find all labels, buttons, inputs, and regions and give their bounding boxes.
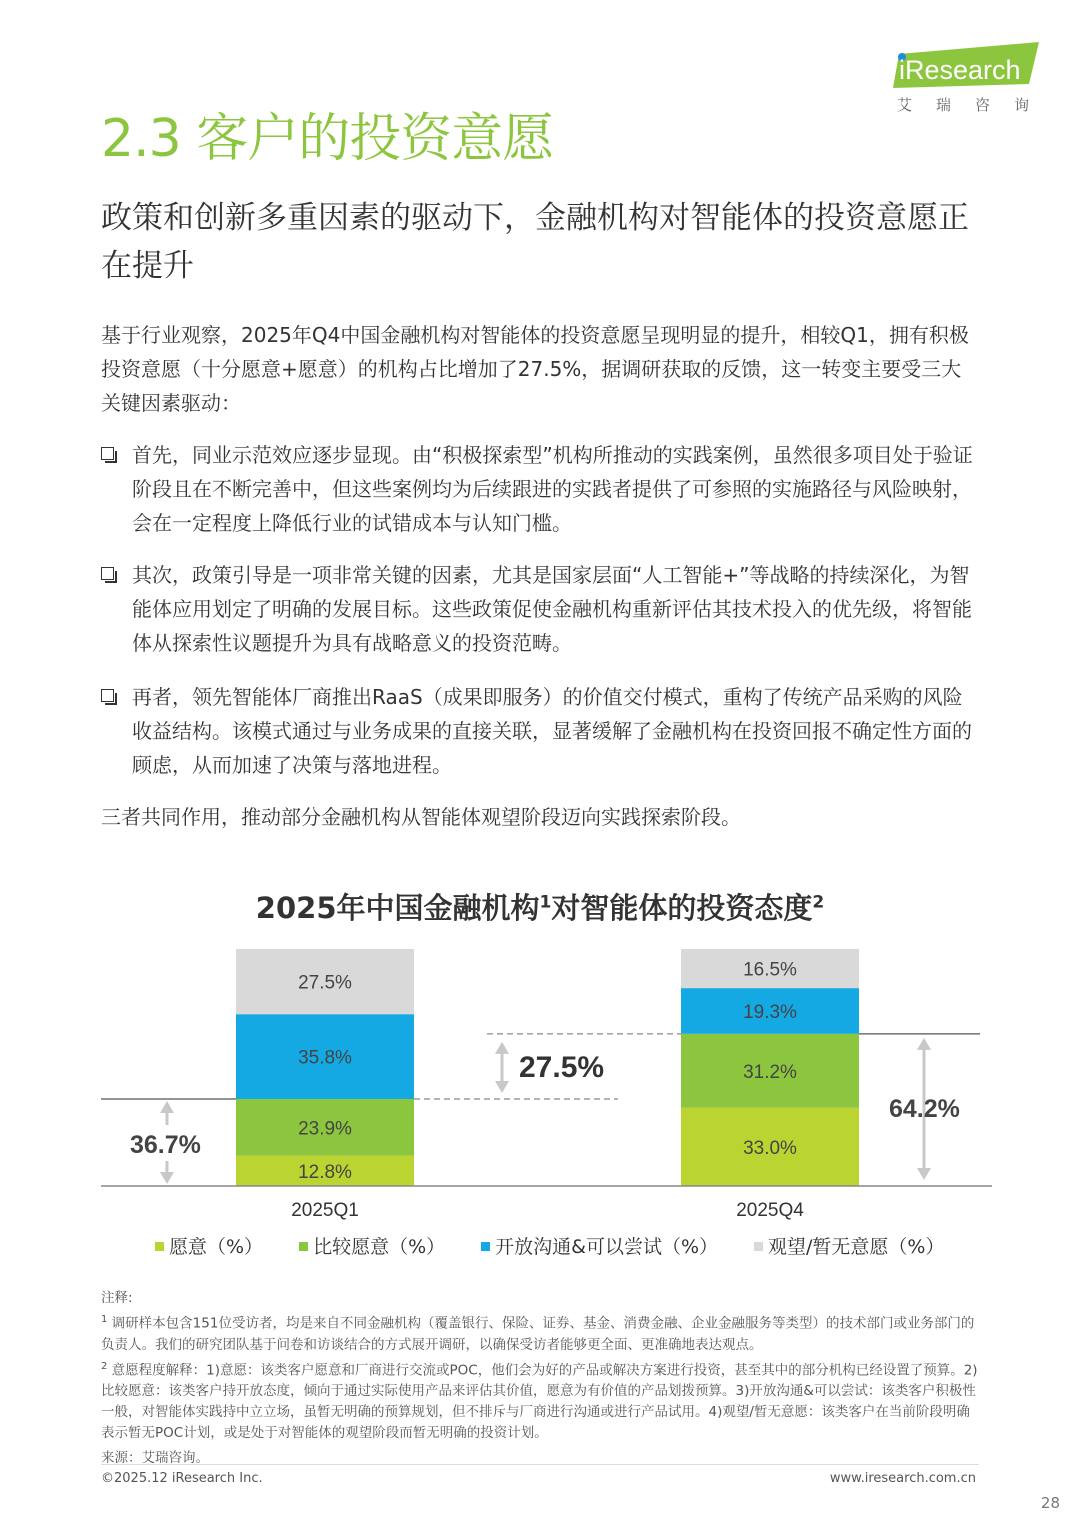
footer-url: www.iresearch.com.cn (829, 1471, 976, 1486)
legend-label: 开放沟通&可以尝试（%） (495, 1236, 718, 1258)
notes-block (101, 1288, 981, 1469)
q4-total-arrow-head-up (917, 1038, 931, 1050)
note-1 (101, 1309, 981, 1356)
checkbox-bullet-icon (101, 567, 114, 580)
chart-title-part: 2025年中国金融机构 (255, 891, 540, 925)
conclusion-paragraph: 三者共同作用，推动部分金融机构从智能体观望阶段迈向实践探索阶段。 (101, 805, 741, 829)
legend-item (481, 1232, 718, 1259)
legend-label: 比较愿意（%） (313, 1236, 446, 1258)
legend-swatch (481, 1242, 490, 1251)
q4-total-label: 64.2% (889, 1095, 960, 1123)
q1-total-label: 36.7% (130, 1131, 201, 1159)
legend-swatch (155, 1242, 164, 1251)
legend-item (754, 1232, 944, 1259)
logo-subtitle: 艾瑞咨询 (897, 96, 1054, 114)
note-mark: 2 (101, 1360, 108, 1372)
bullet-item (101, 680, 981, 782)
checkbox-bullet-icon (101, 447, 114, 460)
chart-title-part: 对智能体的投资态度 (551, 891, 813, 925)
logo-brand-text: iResearch (899, 55, 1021, 85)
data-label: 33.0% (743, 1137, 797, 1159)
bullet-item (101, 438, 981, 540)
section-title: 2.3 客户的投资意愿 (101, 109, 554, 169)
category-label: 2025Q4 (736, 1200, 804, 1221)
data-label: 35.8% (298, 1047, 352, 1069)
chart-title-footnote-mark: 1 (539, 892, 552, 913)
checkbox-bullet-icon (101, 689, 114, 702)
data-label: 16.5% (743, 959, 797, 981)
legend-swatch (754, 1242, 763, 1251)
notes-heading: 注释: (101, 1290, 133, 1306)
chart-title-footnote-mark: 2 (812, 892, 825, 913)
chart-legend (155, 1232, 980, 1259)
data-label: 23.9% (298, 1118, 352, 1140)
legend-swatch (299, 1242, 308, 1251)
data-label: 12.8% (298, 1161, 352, 1183)
legend-label: 愿意（%） (169, 1236, 264, 1258)
stacked-bar-chart (0, 935, 1080, 1230)
data-label: 19.3% (743, 1001, 797, 1023)
q1-total-arrow-head-up (160, 1101, 174, 1113)
chart-title (0, 886, 1080, 927)
note-mark: 1 (101, 1314, 108, 1325)
bullet-text: 其次，政策引导是一项非常关键的因素，尤其是国家层面“人工智能+”等战略的持续深化，为智能体应用划定了明确的发展目标。这些政策促使金融机构重新评估其技术投入的优先级，将智能体从探索性议题提升为具有战略意义的投资范畴。 (132, 563, 972, 655)
legend-label: 观望/暂无意愿（%） (768, 1236, 945, 1258)
delta-arrow-head-up (495, 1042, 509, 1054)
footer-copyright: ©2025.12 iResearch Inc. (101, 1471, 263, 1486)
note-2 (101, 1356, 981, 1445)
q4-total-arrow-head-down (917, 1168, 931, 1180)
data-label: 31.2% (743, 1061, 797, 1083)
legend-item (155, 1232, 263, 1259)
q1-total-arrow-head-down (160, 1172, 174, 1184)
source-line: 来源：艾瑞咨询。 (101, 1450, 209, 1466)
delta-arrow-head-down (495, 1081, 509, 1093)
note-text: 调研样本包含151位受访者，均是来自不同金融机构（覆盖银行、保险、证券、基金、消费金融、企业金融服务等类型）的技术部门或业务部门的负责人。我们的研究团队基于问卷和访谈结合的方式展开调研，以确保受访者能够更全面、更准确地表达观点。 (101, 1315, 975, 1353)
headline: 政策和创新多重因素的驱动下，金融机构对智能体的投资意愿正在提升 (101, 200, 969, 284)
intro-paragraph: 基于行业观察，2025年Q4中国金融机构对智能体的投资意愿呈现明显的提升，相较Q1，拥有积极投资意愿（十分愿意+愿意）的机构占比增加了27.5%，据调研获取的反馈，这一转变主要受三大关键因素驱动： (101, 323, 969, 415)
footer-divider (101, 1464, 979, 1465)
bullet-item (101, 558, 981, 660)
bullet-text: 再者，领先智能体厂商推出RaaS（成果即服务）的价值交付模式，重构了传统产品采购的风险收益结构。该模式通过与业务成果的直接关联，显著缓解了金融机构在投资回报不确定性方面的顾虑，从而加速了决策与落地进程。 (132, 685, 972, 777)
bullet-text: 首先，同业示范效应逐步显现。由“积极探索型”机构所推动的实践案例，虽然很多项目处于验证阶段且在不断完善中，但这些案例均为后续跟进的实践者提供了可参照的实施路径与风险映射，会在一定程度上降低行业的试错成本与认知门槛。 (132, 443, 973, 535)
legend-item (299, 1232, 445, 1259)
data-label: 27.5% (298, 972, 352, 994)
category-label: 2025Q1 (291, 1200, 359, 1221)
note-text: 意愿程度解释：1)意愿：该类客户愿意和厂商进行交流或POC，他们会为好的产品或解决方案进行投资，甚至其中的部分机构已经设置了预算。2)比较愿意：该类客户持开放态度，倾向于通过实际使用产品来评估其价值，愿意为有价值的产品划拨预算。3)开放沟通&可以尝试：该类客户积极性一般，对智能体实践持中立立场，虽暂无明确的预算规划，但不排斥与厂商进行沟通或进行产品试用。4)观望/暂无意愿：该类客户在当前阶段明确表示暂无POC计划，或是处于对智能体的观望阶段而暂无明确的投资计划。 (101, 1362, 978, 1441)
page-number: 28 (1040, 1494, 1060, 1512)
delta-label: 27.5% (519, 1051, 605, 1084)
